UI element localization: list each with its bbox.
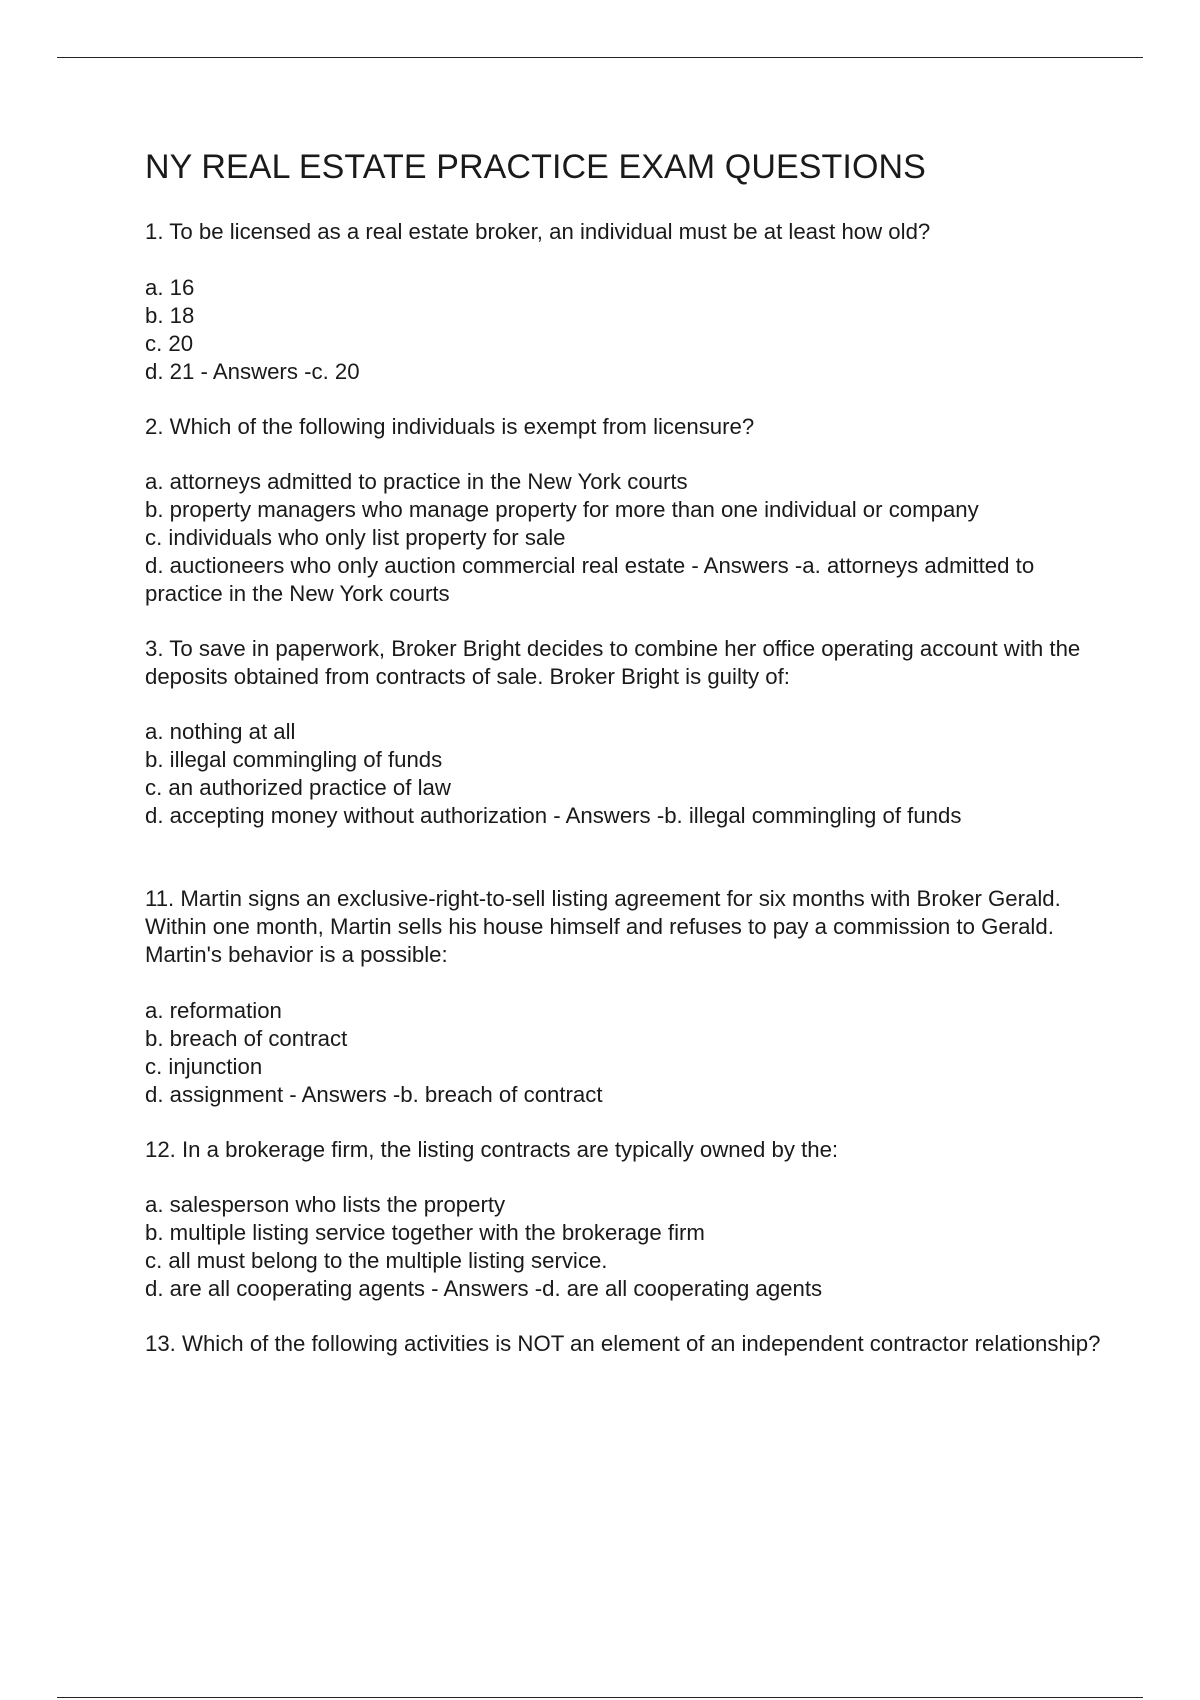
option-d-answer: d. assignment - Answers -b. breach of contract: [145, 1082, 603, 1107]
question-12: [145, 1136, 1105, 1303]
question-1: [145, 218, 1105, 386]
question-text: 13. Which of the following activities is NOT an element of an independent contractor relationship?: [145, 1331, 1101, 1356]
question-13: [145, 1330, 1105, 1358]
option-a: a. salesperson who lists the property: [145, 1192, 506, 1217]
question-3: [145, 635, 1105, 830]
question-text: 3. To save in paperwork, Broker Bright decides to combine her office operating account with the deposits obtained from contracts of sale. Broker Bright is guilty of:: [145, 636, 1081, 689]
option-c: c. an authorized practice of law: [145, 775, 451, 800]
option-b: b. illegal commingling of funds: [145, 747, 443, 772]
option-a: a. nothing at all: [145, 719, 296, 744]
option-d-answer: d. accepting money without authorization - Answers -b. illegal commingling of funds: [145, 803, 962, 828]
option-d-answer: d. 21 - Answers -c. 20: [145, 359, 360, 384]
option-b: b. breach of contract: [145, 1026, 348, 1051]
answer-options: [145, 274, 1105, 386]
option-d-answer: d. are all cooperating agents - Answers -d. are all cooperating agents: [145, 1276, 823, 1301]
question-text: 1. To be licensed as a real estate broker, an individual must be at least how old?: [145, 219, 931, 244]
answer-options: [145, 1191, 1105, 1303]
option-c: c. all must belong to the multiple listing service.: [145, 1248, 608, 1273]
question-11: [145, 885, 1105, 1109]
option-c: c. 20: [145, 331, 194, 356]
question-text: 11. Martin signs an exclusive-right-to-sell listing agreement for six months with Broker Gerald. Within one month, Martin sells his house himself and refuses to pay a commission to Gerald. Martin's behavior is a possible:: [145, 886, 1061, 967]
option-a: a. reformation: [145, 998, 282, 1023]
question-text: 12. In a brokerage firm, the listing contracts are typically owned by the:: [145, 1137, 839, 1162]
document-body: [145, 138, 1105, 1358]
option-a: a. 16: [145, 275, 195, 300]
option-b: b. multiple listing service together with the brokerage firm: [145, 1220, 705, 1245]
option-c: c. individuals who only list property for sale: [145, 525, 566, 550]
option-c: c. injunction: [145, 1054, 263, 1079]
answer-options: [145, 468, 1105, 608]
option-b: b. 18: [145, 303, 195, 328]
question-text: 2. Which of the following individuals is exempt from licensure?: [145, 414, 755, 439]
question-2: [145, 413, 1105, 608]
option-b: b. property managers who manage property for more than one individual or company: [145, 497, 979, 522]
answer-options: [145, 997, 1105, 1109]
option-a: a. attorneys admitted to practice in the New York courts: [145, 469, 688, 494]
answer-options: [145, 718, 1105, 830]
footer-rule: [57, 1697, 1143, 1698]
page-title: NY REAL ESTATE PRACTICE EXAM QUESTIONS: [145, 148, 926, 186]
option-d-answer: d. auctioneers who only auction commercial real estate - Answers -a. attorneys admitted to practice in the New York courts: [145, 553, 1035, 606]
header-rule: [57, 57, 1143, 58]
